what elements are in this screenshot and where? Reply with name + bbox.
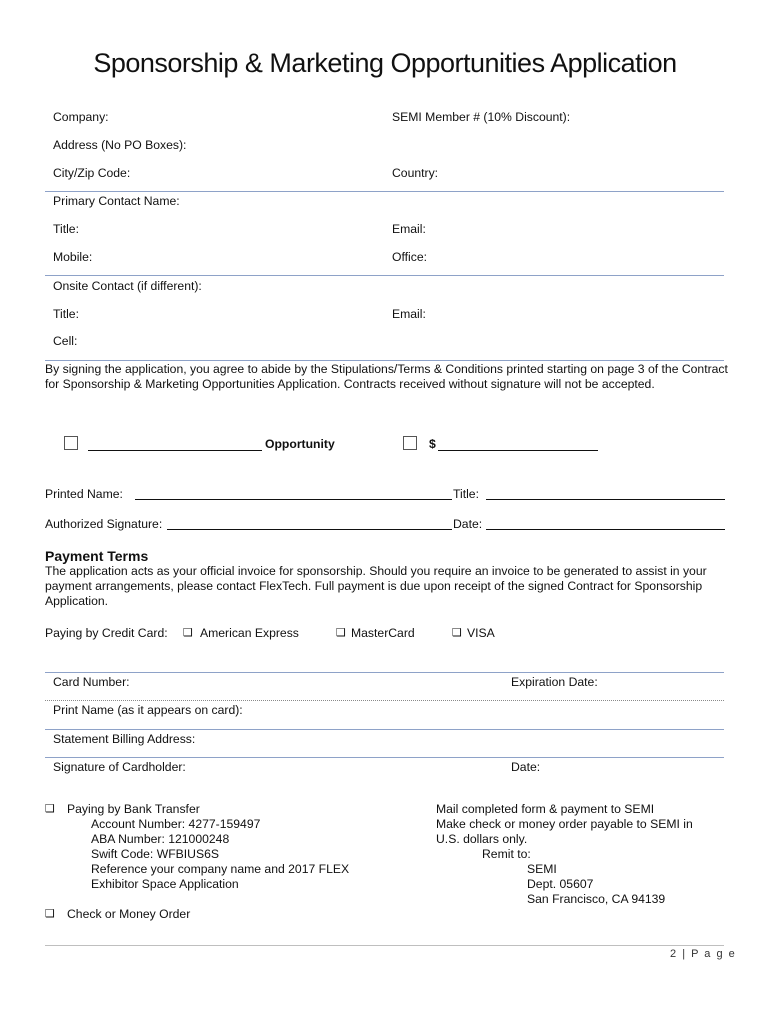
primary-office-label: Office: xyxy=(392,250,427,264)
agreement-text: By signing the application, you agree to abide by the Stipulations/Terms & Conditions printed starting on page 3 of the Contract for Sponsorship & Marketing Opportunities Application. Contracts received without signature will not be accepted. xyxy=(45,362,728,392)
address-label: Address (No PO Boxes): xyxy=(53,138,187,152)
country-label: Country: xyxy=(392,166,439,180)
opportunity-checkbox[interactable] xyxy=(64,436,78,450)
mastercard-checkbox[interactable]: ❑ xyxy=(336,626,346,639)
visa-checkbox[interactable]: ❑ xyxy=(452,626,462,639)
onsite-title-label: Title: xyxy=(53,307,79,321)
remit-address-line: SEMI xyxy=(527,862,557,876)
amount-dollar-sign: $ xyxy=(429,437,436,451)
primary-title-label: Title: xyxy=(53,222,79,236)
signature-date-field[interactable] xyxy=(486,529,725,530)
company-label: Company: xyxy=(53,110,109,124)
amount-checkbox[interactable] xyxy=(403,436,417,450)
visa-label: VISA xyxy=(467,626,495,640)
bank-detail-line: Account Number: 4277-159497 xyxy=(91,817,261,831)
payment-terms-text: The application acts as your official invoice for sponsorship. Should you require an invoice to be generated to assist in your payment arrangements, please contact FlexTech. Full payment is due upon receipt of the signed Contract for Sponsorship Application. xyxy=(45,564,707,609)
card-row-divider xyxy=(45,700,724,701)
primary-mobile-label: Mobile: xyxy=(53,250,93,264)
section-divider xyxy=(45,360,724,361)
amex-checkbox[interactable]: ❑ xyxy=(183,626,193,639)
card-row-divider xyxy=(45,729,724,730)
section-divider xyxy=(45,275,724,276)
check-checkbox[interactable]: ❑ xyxy=(45,907,55,920)
cardholder-signature-label: Signature of Cardholder: xyxy=(53,760,186,774)
primary-contact-label: Primary Contact Name: xyxy=(53,194,180,208)
remit-address-line: San Francisco, CA 94139 xyxy=(527,892,666,906)
cardholder-date-label: Date: xyxy=(511,760,541,774)
card-section-divider xyxy=(45,672,724,673)
page-label: | P a g e xyxy=(682,948,737,960)
opportunity-label: Opportunity xyxy=(265,437,335,451)
print-name-card-label: Print Name (as it appears on card): xyxy=(53,703,243,717)
check-label: Check or Money Order xyxy=(67,907,191,921)
bank-transfer-label: Paying by Bank Transfer xyxy=(67,802,200,816)
printed-name-label: Printed Name: xyxy=(45,487,123,501)
bank-detail-line: Swift Code: WFBIUS6S xyxy=(91,847,220,861)
signature-date-label: Date: xyxy=(453,517,483,531)
onsite-contact-label: Onsite Contact (if different): xyxy=(53,279,202,293)
bank-detail-line: Exhibitor Space Application xyxy=(91,877,239,891)
footer-divider xyxy=(45,945,724,946)
city-zip-label: City/Zip Code: xyxy=(53,166,131,180)
expiration-date-label: Expiration Date: xyxy=(511,675,598,689)
page-title: Sponsorship & Marketing Opportunities Application xyxy=(93,48,677,78)
page-number-value: 2 xyxy=(670,948,678,960)
mastercard-label: MasterCard xyxy=(351,626,415,640)
remit-address-line: Dept. 05607 xyxy=(527,877,594,891)
payment-terms-heading: Payment Terms xyxy=(45,548,149,564)
primary-email-label: Email: xyxy=(392,222,426,236)
remit-to-label: Remit to: xyxy=(482,847,531,861)
signature-title-label: Title: xyxy=(453,487,479,501)
authorized-signature-label: Authorized Signature: xyxy=(45,517,163,531)
amount-field[interactable] xyxy=(438,450,598,451)
onsite-cell-label: Cell: xyxy=(53,334,78,348)
signature-title-field[interactable] xyxy=(486,499,725,500)
mail-line: Make check or money order payable to SEMI in xyxy=(436,817,693,831)
semi-member-label: SEMI Member # (10% Discount): xyxy=(392,110,571,124)
bank-detail-line: Reference your company name and 2017 FLEX xyxy=(91,862,350,876)
page-number xyxy=(670,948,736,960)
printed-name-field[interactable] xyxy=(135,499,452,500)
card-row-divider xyxy=(45,757,724,758)
amex-label: American Express xyxy=(200,626,299,640)
authorized-signature-field[interactable] xyxy=(167,529,452,530)
section-divider xyxy=(45,191,724,192)
onsite-email-label: Email: xyxy=(392,307,426,321)
mail-line: U.S. dollars only. xyxy=(436,832,528,846)
bank-detail-line: ABA Number: 121000248 xyxy=(91,832,230,846)
mail-line: Mail completed form & payment to SEMI xyxy=(436,802,655,816)
opportunity-field[interactable] xyxy=(88,450,262,451)
bank-transfer-checkbox[interactable]: ❑ xyxy=(45,802,55,815)
card-number-label: Card Number: xyxy=(53,675,130,689)
billing-address-label: Statement Billing Address: xyxy=(53,732,196,746)
credit-card-label: Paying by Credit Card: xyxy=(45,626,168,640)
